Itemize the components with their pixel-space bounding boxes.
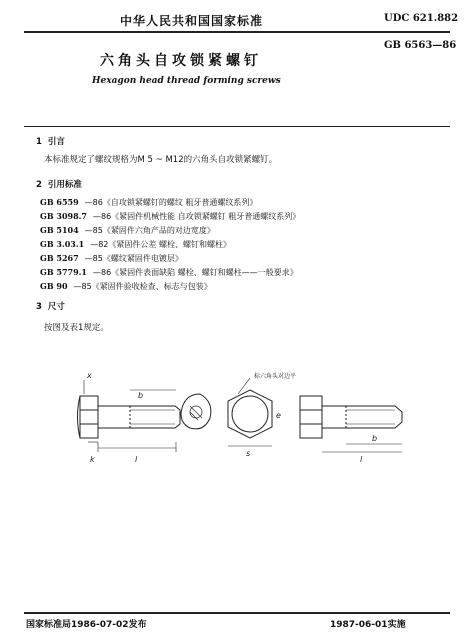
dim-label-s: s xyxy=(246,449,251,458)
callout-label: 标六角头对边平 xyxy=(254,373,297,380)
section-number: 2 xyxy=(36,180,42,190)
intro-paragraph: 本标准规定了螺纹规格为M 5 ~ M12的六角头自攻锁紧螺钉。 xyxy=(44,155,278,165)
section-title: 引用标准 xyxy=(47,180,82,190)
reference-text: —86《紧固件机械性能 自攻锁紧螺钉 粗牙普通螺纹系列》 xyxy=(93,212,301,221)
reference-item xyxy=(40,197,257,208)
reference-item xyxy=(40,267,298,278)
reference-text: —86《紧固件表面缺陷 螺栓、螺钉和螺柱——一般要求》 xyxy=(93,268,298,277)
reference-code: GB 90 xyxy=(40,281,68,291)
reference-text: —85《螺纹紧固件电镀层》 xyxy=(84,254,183,263)
udc-number: UDC 621.882 xyxy=(384,13,459,24)
dim-label-e: e xyxy=(276,411,281,420)
thread-section xyxy=(181,394,211,429)
reference-text: —86《自攻锁紧螺钉的螺纹 粗牙普通螺纹系列》 xyxy=(84,198,258,207)
reference-code: GB 5267 xyxy=(40,253,79,263)
dim-label-k: k xyxy=(90,455,95,464)
footer-rule xyxy=(24,612,450,614)
screw-drawing xyxy=(0,366,473,466)
reference-text: —85《紧固件验收检查、标志与包装》 xyxy=(73,282,212,291)
reference-item xyxy=(40,211,300,222)
section-2-heading xyxy=(36,178,82,190)
section-title: 尺寸 xyxy=(47,302,65,312)
section-3-heading xyxy=(36,300,65,312)
title-rule xyxy=(24,126,450,127)
side-view xyxy=(78,371,181,464)
dim-label-l-right: l xyxy=(360,455,363,464)
reference-code: GB 6559 xyxy=(40,197,79,207)
reference-item xyxy=(40,239,231,250)
dim-label-l: l xyxy=(135,455,138,464)
reference-code: GB 3.03.1 xyxy=(40,239,85,249)
section-title: 引言 xyxy=(47,137,65,147)
gb-number: GB 6563—86 xyxy=(384,40,457,51)
dim-label-x: x xyxy=(87,371,92,380)
reference-text: —82《紧固件公差 螺栓、螺钉和螺柱》 xyxy=(90,240,231,249)
issue-date: 国家标准局1986-07-02发布 xyxy=(26,620,147,630)
header-rule xyxy=(24,31,450,33)
issuing-authority: 中华人民共和国国家标准 xyxy=(120,14,264,28)
reference-text: —85《紧固件六角产品的对边宽度》 xyxy=(84,226,215,235)
section-number: 1 xyxy=(36,137,42,147)
section-number: 3 xyxy=(36,302,42,312)
reference-item xyxy=(40,253,183,264)
title-en: Hexagon head thread forming screws xyxy=(92,76,281,86)
full-view xyxy=(300,396,402,464)
section-1-heading xyxy=(36,135,65,147)
dim-label-b: b xyxy=(138,391,144,400)
dim-label-b-right: b xyxy=(372,434,378,443)
reference-code: GB 3098.7 xyxy=(40,211,87,221)
title-zh: 六角头自攻锁紧螺钉 xyxy=(100,53,262,69)
reference-code: GB 5779.1 xyxy=(40,267,87,277)
reference-item xyxy=(40,225,215,236)
reference-code: GB 5104 xyxy=(40,225,79,235)
reference-item xyxy=(40,281,212,292)
dimension-text: 按图及表1规定。 xyxy=(44,323,109,333)
hex-end-view xyxy=(228,390,281,458)
effective-date: 1987-06-01实施 xyxy=(330,620,406,630)
